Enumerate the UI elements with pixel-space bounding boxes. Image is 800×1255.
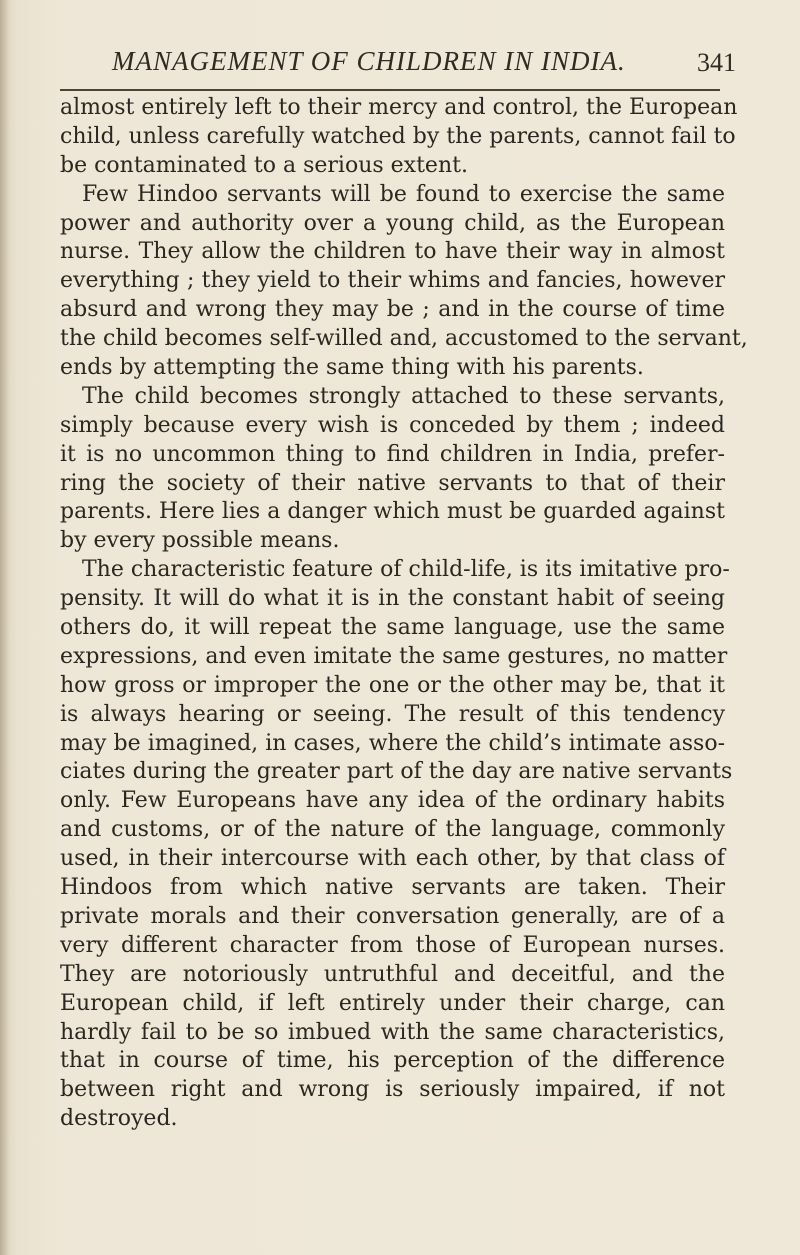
text-line: it is no uncommon thing to find children in India, prefer- xyxy=(60,441,725,467)
text-line: ring the society of their native servants to that of their xyxy=(60,470,725,496)
text-line: ciates during the greater part of the day are native servants xyxy=(60,759,733,785)
text-line: between right and wrong is seriously impaired, if not xyxy=(60,1077,725,1103)
text-line: used, in their intercourse with each other, by that class of xyxy=(60,846,725,872)
text-line: how gross or improper the one or the other may be, that it xyxy=(60,672,725,698)
text-line: simply because every wish is conceded by them ; indeed xyxy=(60,412,725,438)
text-line: Few Hindoo servants will be found to exercise the same xyxy=(82,181,725,207)
header-rule xyxy=(60,89,720,91)
text-line: European child, if left entirely under their charge, can xyxy=(60,990,725,1016)
binding-gutter-shadow xyxy=(0,0,10,1255)
text-line: parents. Here lies a danger which must be guarded against xyxy=(60,499,725,525)
text-line: expressions, and even imitate the same gestures, no matter xyxy=(60,643,728,669)
text-line: They are notoriously untruthful and deceitful, and the xyxy=(60,961,725,987)
text-line: The child becomes strongly attached to these servants, xyxy=(82,383,725,409)
text-line: be contaminated to a serious extent. xyxy=(60,152,468,178)
text-line: private morals and their conversation generally, are of a xyxy=(60,903,725,929)
paragraph xyxy=(60,181,748,383)
text-line: absurd and wrong they may be ; and in the course of time xyxy=(60,297,725,323)
text-line: power and authority over a young child, as the European xyxy=(60,210,725,236)
text-line: others do, it will repeat the same language, use the same xyxy=(60,615,725,641)
page-number: 341 xyxy=(697,48,736,77)
text-line: everything ; they yield to their whims and fancies, however xyxy=(60,268,725,294)
text-line: very different character from those of European nurses. xyxy=(60,932,725,958)
text-line: hardly fail to be so imbued with the same characteristics, xyxy=(60,1019,725,1045)
text-line: almost entirely left to their mercy and control, the European xyxy=(60,95,738,120)
text-line: destroyed. xyxy=(60,1106,178,1132)
paragraph xyxy=(60,556,733,1134)
running-head: MANAGEMENT OF CHILDREN IN INDIA. xyxy=(112,46,626,76)
paragraph xyxy=(60,383,725,556)
text-line: Hindoos from which native servants are taken. Their xyxy=(60,875,725,901)
text-line: child, unless carefully watched by the parents, cannot fail to xyxy=(60,123,736,149)
text-line: pensity. It will do what it is in the constant habit of seeing xyxy=(60,586,725,612)
text-line: only. Few Europeans have any idea of the ordinary habits xyxy=(60,788,725,814)
text-line: nurse. They allow the children to have their way in almost xyxy=(60,239,725,265)
text-line: ends by attempting the same thing with his parents. xyxy=(60,355,644,381)
text-line: may be imagined, in cases, where the child’s intimate asso- xyxy=(60,730,725,756)
text-line: and customs, or of the nature of the language, commonly xyxy=(60,817,725,843)
text-line: by every possible means. xyxy=(60,528,340,554)
text-line: The characteristic feature of child-life, is its imitative pro- xyxy=(82,557,730,583)
text-line: that in course of time, his perception of the difference xyxy=(60,1048,725,1074)
text-line: is always hearing or seeing. The result of this tendency xyxy=(60,701,725,727)
paragraph xyxy=(60,94,738,181)
body-text xyxy=(60,94,748,1134)
text-line: the child becomes self-willed and, accustomed to the servant, xyxy=(60,326,748,352)
